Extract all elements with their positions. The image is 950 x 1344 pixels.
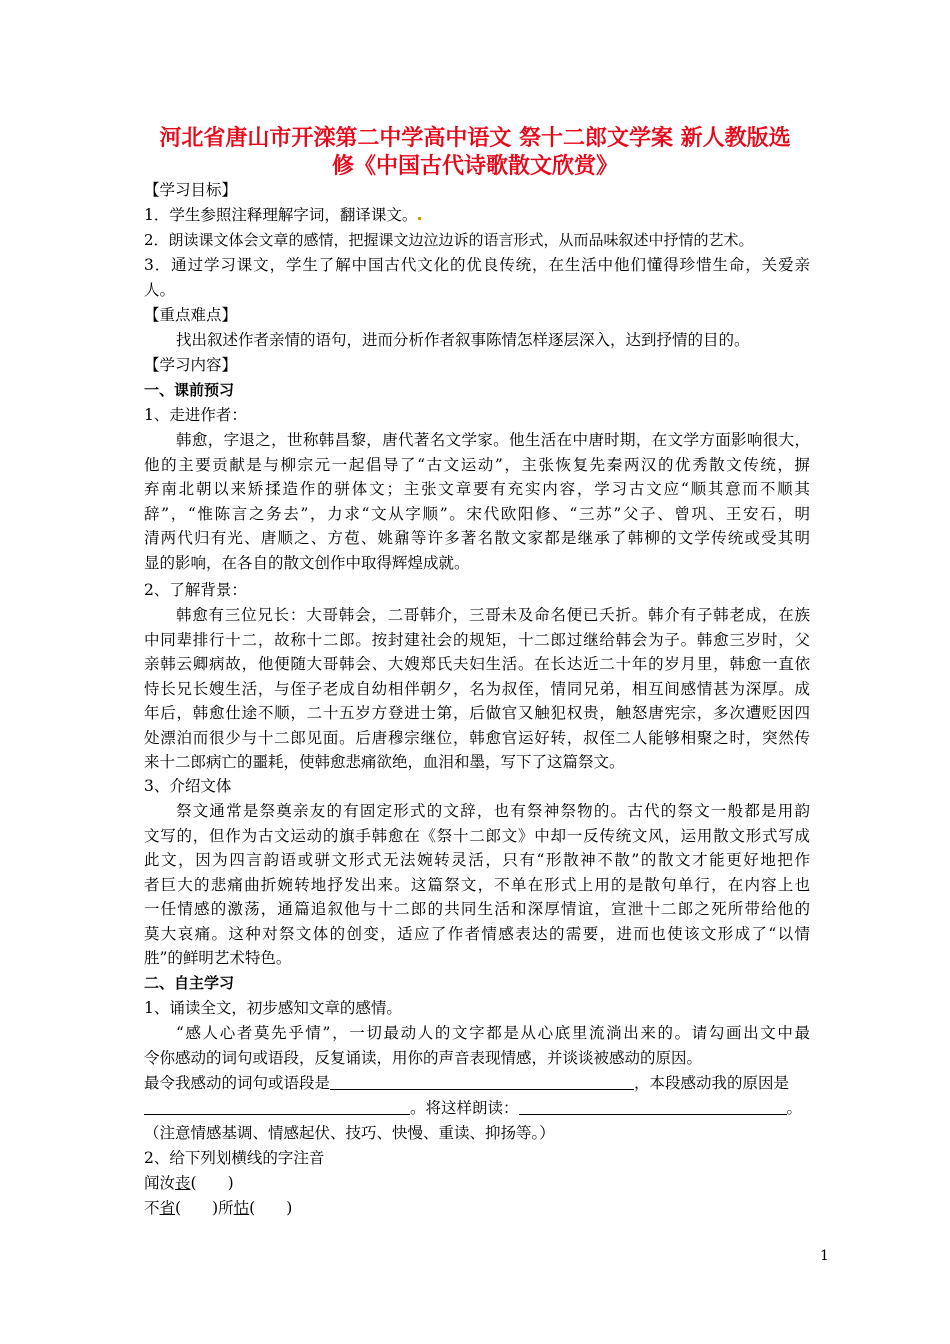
pinyin-item-1	[144, 1171, 810, 1195]
genre-line: 者巨大的悲痛曲折婉转地抒发出来。这篇祭文，不单在形式上用的是散句单行，在内容上也	[144, 875, 810, 894]
fill-a-suffix: ，本段感动我的原因是	[634, 1074, 790, 1092]
quote-line-b: 令你感动的词句或语段，反复诵读，用你的声音表现情感，并谈谈被感动的原因。	[144, 1049, 703, 1067]
key-text: 找出叙述作者亲情的语句，进而分析作者叙事陈情怎样逐层深入，达到抒情的目的。	[176, 331, 750, 349]
bg-line: 年后，韩愈仕途不顺，二十五岁方登进士第，后做官又触犯权贵，触怒唐宪宗，多次遭贬因四	[144, 704, 810, 722]
author-line: 韩愈，字退之，世称韩昌黎，唐代著名文学家。他生活在中唐时期，在文学方面影响很大，	[176, 431, 810, 449]
section1-sub2: 2、了解背景：	[144, 581, 247, 599]
author-line: 清两代归有光、唐顺之、方苞、姚鼐等许多著名散文家都是继承了韩柳的文学传统或受其明	[144, 529, 810, 547]
answer-blank-1[interactable]	[330, 1073, 634, 1090]
section2-sub1: 1、诵读全文，初步感知文章的感情。	[144, 999, 402, 1017]
author-line: 弃南北朝以来矫揉造作的骈体文；主张文章要有充实内容，学习古文应“顺其意而不顺其	[144, 480, 810, 498]
section2-heading: 二、自主学习	[144, 974, 235, 992]
objective-1	[144, 203, 810, 227]
genre-line: 文写的，但作为古文运动的旗手韩愈在《祭十二郎文》中却一反传统文风，运用散文形式写成	[144, 826, 810, 845]
bg-line: 韩愈有三位兄长：大哥韩会，二哥韩介，三哥未及命名便已夭折。韩介有子韩老成，在族	[176, 606, 810, 624]
section1-sub1: 1、走进作者：	[144, 406, 247, 424]
objectives-heading: 【学习目标】	[144, 181, 238, 199]
pin1-prefix: 闻汝	[144, 1174, 176, 1192]
fill-b-mid: 。将这样朗读：	[410, 1099, 519, 1117]
pin2-prefix: 不	[144, 1199, 160, 1217]
fill-line-b	[144, 1096, 810, 1120]
content-heading: 【学习内容】	[144, 356, 238, 374]
pin1-answer-slot[interactable]: ( )	[190, 1174, 234, 1192]
author-line: 显的影响，在各自的散文创作中取得辉煌成就。	[144, 553, 470, 572]
author-line: 他的主要贡献是与柳宗元一起倡导了“古文运动”，主张恢复先秦两汉的优秀散文传统，摒	[144, 455, 810, 474]
bg-line: 处漂泊而很少与十二郎见面。后唐穆宗继位，韩愈官运好转，叔侄二人能够相聚之时，突然传	[144, 728, 810, 747]
objective-2: 2．朗读课文体会文章的感情，把握课文边泣边诉的语言形式，从而品味叙述中抒情的艺术。	[144, 231, 754, 249]
bg-line: 恃长兄长嫂生活，与侄子老成自幼相伴朝夕，名为叔侄，情同兄弟，相互间感情甚为深厚。成	[144, 679, 810, 698]
pin2-answer-slot-a[interactable]: ( )所	[175, 1199, 234, 1217]
genre-line: 此文，因为四言韵语或骈文形式无法婉转灵活，只有“形散神不散”的散文才能更好地把作	[144, 851, 810, 869]
pin1-underlined-char: 丧	[175, 1174, 191, 1192]
pin2-underlined-char-2: 怙	[233, 1199, 250, 1217]
genre-line: 胜”的鲜明艺术特色。	[144, 949, 292, 967]
pin2-answer-slot-b[interactable]: ( )	[249, 1199, 293, 1217]
author-line: 辞”，“惟陈言之务去”，力求“文从字顺”。宋代欧阳修、“三苏”父子、曾巩、王安石，明	[144, 504, 810, 523]
quote-line-a: “感人心者莫先乎情”，一切最动人的文字都是从心底里流淌出来的。请勾画出文中最	[176, 1024, 810, 1042]
answer-blank-3[interactable]	[519, 1098, 787, 1115]
bg-line: 来十二郎病亡的噩耗，使韩愈悲痛欲绝，血泪和墨，写下了这篇祭文。	[144, 753, 625, 771]
document-title-line1: 河北省唐山市开滦第二中学高中语文 祭十二郎文学案 新人教版选	[159, 126, 791, 151]
objective-1-text: 1．学生参照注释理解字词，翻译课文。	[144, 206, 418, 224]
section2-sub2: 2、给下列划横线的字注音	[144, 1149, 325, 1167]
key-heading: 【重点难点】	[144, 306, 238, 324]
document-title-line2: 修《中国古代诗歌散文欣赏》	[331, 154, 618, 179]
bg-line: 中同辈排行十二，故称十二郎。按封建社会的规矩，十二郎过继给韩会为子。韩愈三岁时，父	[144, 630, 810, 649]
marker-dot	[418, 217, 421, 220]
fill-line-a	[144, 1071, 810, 1095]
section1-sub3: 3、介绍文体	[144, 777, 232, 795]
section1-heading: 一、课前预习	[144, 381, 235, 399]
genre-line: 莫大哀痛。这种对祭文体的创变，适应了作者情感表达的需要，进而也使该文形成了“以情	[144, 924, 810, 943]
fill-a-prefix: 最令我感动的词句或语段是	[144, 1074, 331, 1092]
pinyin-item-2	[144, 1196, 810, 1220]
bg-line: 亲韩云卿病故，他便随大哥韩会、大嫂郑氏夫妇生活。在长达近二十年的岁月里，韩愈一直依	[144, 655, 810, 673]
objective-3b: 人。	[144, 281, 176, 299]
reading-note: （注意情感基调、情感起伏、技巧、快慢、重读、抑扬等。）	[144, 1124, 555, 1142]
answer-blank-2[interactable]	[144, 1098, 410, 1115]
fill-b-end: 。	[786, 1099, 803, 1117]
objective-3a: 3．通过学习课文，学生了解中国古代文化的优良传统，在生活中他们懂得珍惜生命，关爱亲	[144, 256, 810, 274]
page-number: 1	[820, 1248, 829, 1264]
genre-line: 一任情感的激荡，通篇追叙他与十二郎的共同生活和深厚情谊，宣泄十二郎之死所带给他的	[144, 900, 810, 918]
pin2-underlined-char: 省	[159, 1199, 176, 1217]
genre-line: 祭文通常是祭奠亲友的有固定形式的文辞，也有祭神祭物的。古代的祭文一般都是用韵	[176, 802, 810, 820]
